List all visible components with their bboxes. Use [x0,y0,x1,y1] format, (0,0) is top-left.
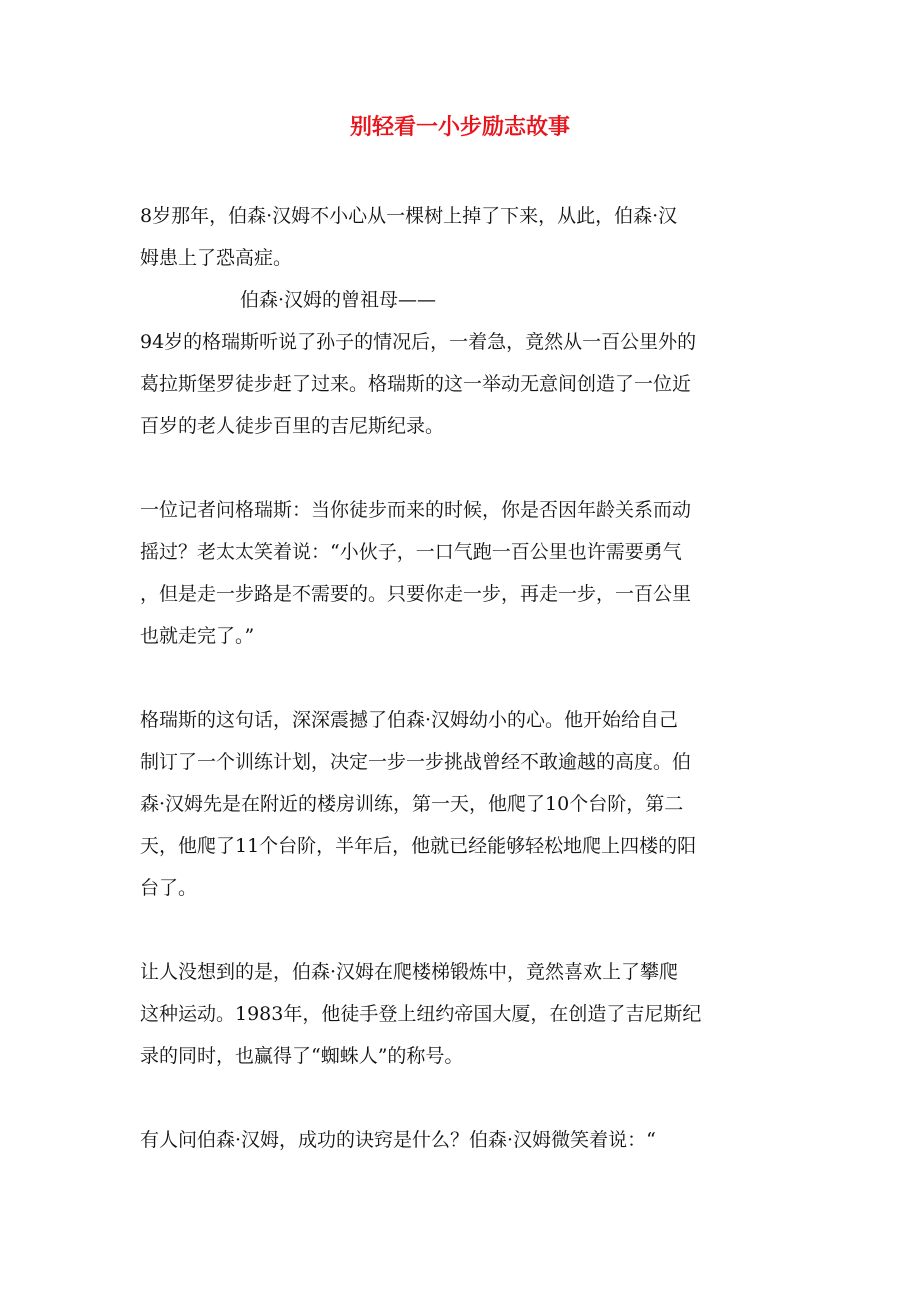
text-line: 格瑞斯的这句话，深深震撼了伯森·汉姆幼小的心。他开始给自己 [140,709,679,731]
text-line: 百岁的老人徒步百里的吉尼斯纪录。 [140,415,445,437]
text-line: 这种运动。1983年，他徒手登上纽约帝国大厦，在创造了吉尼斯纪 [140,1003,702,1025]
text-line: 伯森·汉姆的曾祖母—— [240,289,437,311]
text-line: 让人没想到的是，伯森·汉姆在爬楼梯锻炼中，竟然喜欢上了攀爬 [140,961,679,983]
document-body [140,195,790,1161]
text-line: 一位记者问格瑞斯：当你徒步而来的时候，你是否因年龄关系而动 [140,499,692,521]
text-line: 8岁那年，伯森·汉姆不小心从一棵树上掉了下来，从此，伯森·汉 [140,205,678,227]
text-line: 姆患上了恐高症。 [140,247,293,269]
paragraph [140,1119,790,1161]
text-line: ，但是走一步路是不需要的。只要你走一步，再走一步，一百公里 [140,583,692,605]
paragraph [140,195,790,279]
text-line: 葛拉斯堡罗徒步赶了过来。格瑞斯的这一举动无意间创造了一位近 [140,373,692,395]
text-line: 摇过？老太太笑着说：“小伙子，一口气跑一百公里也许需要勇气 [140,541,682,563]
text-line: 制订了一个训练计划，决定一步一步挑战曾经不敢逾越的高度。伯 [140,751,692,773]
paragraph [140,699,790,909]
paragraph [140,321,790,447]
paragraph [140,951,790,1077]
text-line: 森·汉姆先是在附近的楼房训练，第一天，他爬了10个台阶，第二 [140,793,684,815]
text-line: 台了。 [140,877,198,899]
document-title: 别轻看一小步励志故事 [349,115,570,140]
text-line: 94岁的格瑞斯听说了孙子的情况后，一着急，竟然从一百公里外的 [140,331,697,353]
text-line: 录的同时，也赢得了“蜘蛛人”的称号。 [140,1045,464,1067]
paragraph [140,279,790,321]
text-line: 天，他爬了11个台阶，半年后，他就已经能够轻松地爬上四楼的阳 [140,835,697,857]
text-line: 也就走完了。” [140,625,255,647]
paragraph [140,489,790,657]
text-line: 有人问伯森·汉姆，成功的诀窍是什么？伯森·汉姆微笑着说：“ [140,1129,656,1151]
